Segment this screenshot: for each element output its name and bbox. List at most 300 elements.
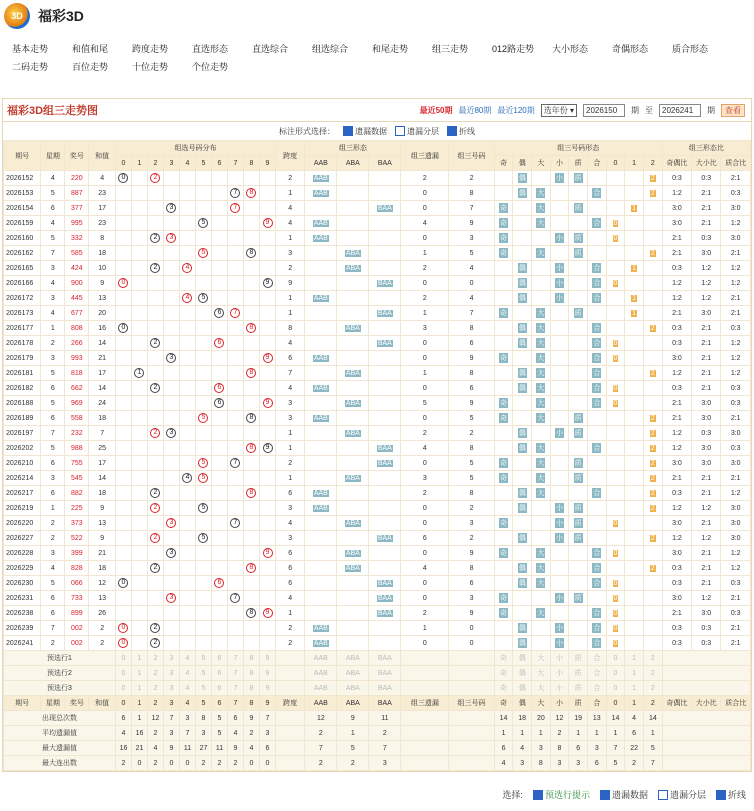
table-row bbox=[4, 591, 751, 606]
dist-hit: 7 bbox=[230, 308, 240, 318]
preselect-digit: 1 bbox=[131, 651, 147, 666]
form-cell bbox=[305, 171, 337, 186]
form-cell bbox=[305, 456, 337, 471]
shape-cell bbox=[569, 411, 588, 426]
footer-opt-preselect[interactable]: 预选行提示 bbox=[533, 788, 590, 801]
ratio-cell: 1:2 bbox=[721, 561, 751, 576]
span-cell: 1 bbox=[276, 306, 305, 321]
table-row bbox=[4, 471, 751, 486]
footer-opt-polyline[interactable]: 折线 bbox=[716, 788, 746, 801]
shape-cell bbox=[513, 306, 532, 321]
shape-cell bbox=[513, 171, 532, 186]
preselect-digit-cell bbox=[449, 681, 494, 696]
dist-cell bbox=[227, 546, 243, 561]
query-button[interactable]: 查看 bbox=[721, 104, 745, 117]
shape-mark: 偶 bbox=[518, 430, 526, 437]
digit-header: 4 bbox=[179, 156, 195, 171]
checkbox-icon[interactable] bbox=[716, 790, 726, 800]
dist-cell bbox=[227, 246, 243, 261]
opt-polyline[interactable]: 折线 bbox=[447, 126, 475, 137]
shape-cell bbox=[587, 336, 606, 351]
preselect-shape: 质 bbox=[569, 651, 588, 666]
stat-shape: 19 bbox=[569, 711, 588, 726]
table-row bbox=[4, 636, 751, 651]
shape-cell bbox=[513, 531, 532, 546]
ratio-cell: 0:3 bbox=[662, 381, 691, 396]
nav-item[interactable]: 质合形态 bbox=[672, 44, 709, 54]
footer-options bbox=[0, 784, 754, 804]
shape-mark: 合 bbox=[593, 295, 601, 302]
preselect-form: BAA bbox=[369, 681, 401, 696]
shape-mark: 偶 bbox=[518, 175, 526, 182]
shape-mark: 大 bbox=[537, 580, 545, 587]
period-cell: 2026217 bbox=[4, 486, 41, 501]
shape-cell bbox=[532, 276, 551, 291]
opt-miss-layer[interactable]: 遗漏分层 bbox=[395, 126, 439, 137]
shape-cell bbox=[569, 621, 588, 636]
miss-cell: 0 bbox=[401, 411, 449, 426]
ratio-cell: 1:2 bbox=[662, 276, 691, 291]
sum-cell: 14 bbox=[89, 471, 116, 486]
sum-cell: 23 bbox=[89, 186, 116, 201]
shape-cell bbox=[587, 351, 606, 366]
dist-cell bbox=[163, 381, 179, 396]
ratio-cell: 3:0 bbox=[721, 201, 751, 216]
ratio-cell: 3:0 bbox=[692, 306, 721, 321]
shape-cell bbox=[643, 576, 662, 591]
shape-cell bbox=[550, 261, 569, 276]
stat-ratio bbox=[662, 741, 750, 756]
shape-mark: 合 bbox=[593, 370, 601, 377]
nav-item[interactable]: 大小形态 bbox=[552, 44, 589, 54]
span-cell: 3 bbox=[276, 246, 305, 261]
preselect-ratio bbox=[662, 681, 750, 696]
shape-cell bbox=[550, 636, 569, 651]
stat-miss bbox=[401, 711, 449, 726]
dist-cell bbox=[147, 456, 163, 471]
shape-mark: 质 bbox=[574, 205, 582, 212]
dist-cell bbox=[227, 606, 243, 621]
nav-item[interactable]: 直选形态 bbox=[192, 44, 229, 54]
dist-cell bbox=[227, 636, 243, 651]
form-mark: AAB bbox=[313, 504, 328, 512]
dist-cell bbox=[131, 456, 147, 471]
shape-cell bbox=[587, 381, 606, 396]
dist-cell bbox=[259, 561, 275, 576]
shape-cell bbox=[550, 366, 569, 381]
dist-cell bbox=[131, 396, 147, 411]
stat-shape: 14 bbox=[643, 711, 662, 726]
shape-cell bbox=[494, 366, 513, 381]
ratio-cell: 0:3 bbox=[662, 321, 691, 336]
ratio-cell: 2:1 bbox=[692, 381, 721, 396]
shape-cell bbox=[625, 486, 644, 501]
ratio-cell: 0:3 bbox=[662, 171, 691, 186]
dist-cell bbox=[227, 306, 243, 321]
dist-cell bbox=[243, 216, 259, 231]
dist-cell bbox=[211, 201, 227, 216]
dist-hit: 2 bbox=[150, 503, 160, 513]
form-cell bbox=[369, 201, 401, 216]
dist-cell bbox=[147, 261, 163, 276]
ratio-cell: 1:2 bbox=[662, 426, 691, 441]
shape-cell bbox=[643, 561, 662, 576]
shape-cell bbox=[643, 396, 662, 411]
miss-cell: 2 bbox=[401, 426, 449, 441]
shape-mark: 0 bbox=[613, 579, 618, 587]
dist-hit: 4 bbox=[182, 263, 192, 273]
nav-item[interactable]: 直选综合 bbox=[252, 44, 289, 54]
shape-cell bbox=[513, 291, 532, 306]
shape-cell bbox=[643, 516, 662, 531]
form-cell bbox=[305, 186, 337, 201]
stat-shape: 3 bbox=[532, 741, 551, 756]
shape-cell bbox=[494, 396, 513, 411]
shape-mark: 合 bbox=[593, 280, 601, 287]
dist-hit: 6 bbox=[214, 383, 224, 393]
shape-header: 质 bbox=[569, 156, 588, 171]
digit-cell: 9 bbox=[449, 606, 494, 621]
shape-mark: 偶 bbox=[518, 265, 526, 272]
dist-cell bbox=[115, 486, 131, 501]
nav-item[interactable]: 基本走势 bbox=[12, 44, 49, 54]
digit-cell: 9 bbox=[449, 351, 494, 366]
shape-mark: 2 bbox=[650, 444, 655, 452]
dist-cell bbox=[115, 336, 131, 351]
shape-cell bbox=[625, 441, 644, 456]
shape-cell bbox=[532, 576, 551, 591]
nav-item[interactable]: 和尾走势 bbox=[372, 44, 409, 54]
digit-cell: 8 bbox=[449, 321, 494, 336]
stat-dist: 0 bbox=[131, 756, 147, 771]
miss-cell: 1 bbox=[401, 366, 449, 381]
miss-cell: 0 bbox=[401, 636, 449, 651]
preselect-digit: 3 bbox=[163, 681, 179, 696]
form-cell bbox=[337, 261, 369, 276]
shape-cell bbox=[513, 366, 532, 381]
dist-cell bbox=[195, 471, 211, 486]
shape-header: 小 bbox=[550, 156, 569, 171]
to-suffix: 期 bbox=[707, 105, 715, 115]
dist-cell bbox=[115, 216, 131, 231]
dist-cell bbox=[179, 576, 195, 591]
period-cell: 2026229 bbox=[4, 561, 41, 576]
ratio-cell: 2:1 bbox=[721, 591, 751, 606]
preselect-row[interactable] bbox=[4, 651, 751, 666]
ratio-cell: 1:2 bbox=[662, 441, 691, 456]
table-row bbox=[4, 486, 751, 501]
checkbox-icon[interactable] bbox=[600, 790, 610, 800]
dist-cell bbox=[259, 546, 275, 561]
from-input[interactable]: 2026150 bbox=[583, 104, 625, 117]
shape-mark: 大 bbox=[537, 415, 545, 422]
shape-mark: 2 bbox=[650, 369, 655, 377]
shape-header: 奇 bbox=[494, 156, 513, 171]
shape-cell bbox=[606, 576, 625, 591]
recent-80-link[interactable]: 最近80期 bbox=[458, 105, 492, 115]
ratio-cell: 1:2 bbox=[721, 276, 751, 291]
nav-item[interactable]: 012路走势 bbox=[492, 44, 535, 54]
dist-cell bbox=[147, 171, 163, 186]
shape-cell bbox=[587, 411, 606, 426]
stat-dist: 11 bbox=[179, 741, 195, 756]
form-cell bbox=[337, 231, 369, 246]
shape-mark: 奇 bbox=[500, 220, 508, 227]
shape-cell bbox=[550, 501, 569, 516]
checkbox-icon[interactable] bbox=[533, 790, 543, 800]
nav-item[interactable]: 奇偶形态 bbox=[612, 44, 649, 54]
col-weekday: 星期 bbox=[41, 696, 65, 711]
stat-shape: 4 bbox=[625, 711, 644, 726]
shape-cell bbox=[587, 501, 606, 516]
nav-item[interactable]: 百位走势 bbox=[72, 62, 109, 72]
shape-mark: 合 bbox=[593, 355, 601, 362]
digit-header: 3 bbox=[163, 156, 179, 171]
shape-cell bbox=[643, 171, 662, 186]
miss-cell: 0 bbox=[401, 381, 449, 396]
preselect-shape: 1 bbox=[625, 651, 644, 666]
shape-cell bbox=[550, 531, 569, 546]
dist-cell bbox=[243, 276, 259, 291]
shape-cell bbox=[625, 201, 644, 216]
weekday-cell: 1 bbox=[41, 501, 65, 516]
shape-cell bbox=[643, 441, 662, 456]
stat-dist: 1 bbox=[131, 711, 147, 726]
span-cell: 1 bbox=[276, 441, 305, 456]
preselect-shape: 奇 bbox=[494, 651, 513, 666]
digit-cell: 6 bbox=[449, 381, 494, 396]
dist-hit: 7 bbox=[230, 458, 240, 468]
shape-mark: 2 bbox=[650, 414, 655, 422]
dist-cell bbox=[195, 561, 211, 576]
shape-cell bbox=[532, 171, 551, 186]
table-row bbox=[4, 621, 751, 636]
stat-dist: 7 bbox=[163, 711, 179, 726]
dist-hit: 8 bbox=[246, 608, 256, 618]
form-cell bbox=[369, 576, 401, 591]
dist-cell bbox=[147, 531, 163, 546]
shape-cell bbox=[643, 231, 662, 246]
col-ratio: 组三形态比 bbox=[662, 141, 750, 156]
dist-cell bbox=[259, 471, 275, 486]
shape-cell bbox=[643, 336, 662, 351]
digit-cell: 2 bbox=[449, 171, 494, 186]
dist-cell bbox=[211, 381, 227, 396]
form-cell bbox=[305, 501, 337, 516]
preselect-row[interactable] bbox=[4, 681, 751, 696]
form-cell bbox=[369, 336, 401, 351]
form-mark: AAB bbox=[313, 174, 328, 182]
shape-mark: 奇 bbox=[500, 520, 508, 527]
digit-cell: 4 bbox=[449, 291, 494, 306]
col-dist: 组选号码分布 bbox=[115, 141, 275, 156]
ratio-cell: 3:0 bbox=[692, 441, 721, 456]
dist-hit: 6 bbox=[214, 398, 224, 408]
shape-mark: 偶 bbox=[518, 535, 526, 542]
digit-cell: 0 bbox=[449, 276, 494, 291]
ratio-cell: 0:3 bbox=[721, 321, 751, 336]
dist-cell bbox=[115, 276, 131, 291]
year-select[interactable]: 选年份 ▾ bbox=[541, 104, 577, 117]
weekday-cell: 6 bbox=[41, 201, 65, 216]
dist-cell bbox=[211, 336, 227, 351]
dist-cell bbox=[179, 171, 195, 186]
nav-item[interactable]: 组三走势 bbox=[432, 44, 469, 54]
dist-cell bbox=[243, 321, 259, 336]
dist-cell bbox=[115, 231, 131, 246]
nav-item[interactable]: 个位走势 bbox=[192, 62, 229, 72]
span-cell: 1 bbox=[276, 186, 305, 201]
preselect-digit: 3 bbox=[163, 666, 179, 681]
dist-cell bbox=[211, 321, 227, 336]
shape-header: 合 bbox=[587, 156, 606, 171]
dist-cell bbox=[195, 591, 211, 606]
checkbox-icon[interactable] bbox=[658, 790, 668, 800]
dist-cell bbox=[195, 276, 211, 291]
footer-opt-miss-data[interactable]: 遗漏数据 bbox=[600, 788, 648, 801]
ratio-cell: 1:2 bbox=[721, 336, 751, 351]
recent-120-link[interactable]: 最近120期 bbox=[497, 105, 535, 115]
miss-cell: 2 bbox=[401, 486, 449, 501]
preselect-shape: 偶 bbox=[513, 681, 532, 696]
shape-cell bbox=[494, 216, 513, 231]
form-cell bbox=[337, 636, 369, 651]
stat-miss bbox=[401, 726, 449, 741]
shape-mark: 奇 bbox=[500, 460, 508, 467]
shape-cell bbox=[625, 576, 644, 591]
sum-cell: 8 bbox=[89, 231, 116, 246]
shape-cell bbox=[625, 606, 644, 621]
dist-cell bbox=[195, 516, 211, 531]
shape-mark: 偶 bbox=[518, 490, 526, 497]
nav-item[interactable]: 和值和尾 bbox=[72, 44, 109, 54]
shape-cell bbox=[494, 456, 513, 471]
preselect-span bbox=[276, 666, 305, 681]
opt-miss-data[interactable]: 遗漏数据 bbox=[343, 126, 387, 137]
span-cell: 4 bbox=[276, 381, 305, 396]
shape-cell bbox=[532, 201, 551, 216]
nav-item[interactable]: 二码走势 bbox=[12, 62, 49, 72]
shape-mark: 0 bbox=[613, 279, 618, 287]
col-weekday: 星期 bbox=[41, 141, 65, 171]
dist-hit: 6 bbox=[214, 308, 224, 318]
to-input[interactable]: 2026241 bbox=[659, 104, 701, 117]
shape-cell bbox=[643, 276, 662, 291]
form-cell bbox=[305, 546, 337, 561]
preselect-row[interactable] bbox=[4, 666, 751, 681]
shape-cell bbox=[643, 486, 662, 501]
form-cell bbox=[369, 501, 401, 516]
span-cell: 4 bbox=[276, 336, 305, 351]
digit-cell: 8 bbox=[449, 366, 494, 381]
checkbox-icon[interactable] bbox=[343, 126, 353, 136]
shape-cell bbox=[587, 171, 606, 186]
dist-cell bbox=[179, 246, 195, 261]
form-cell bbox=[305, 261, 337, 276]
preselect-shape: 0 bbox=[606, 666, 625, 681]
ratio-cell: 0:3 bbox=[662, 636, 691, 651]
shape-header: 2 bbox=[643, 156, 662, 171]
shape-mark: 小 bbox=[556, 625, 563, 632]
digit-cell: 5 bbox=[449, 456, 494, 471]
period-cell: 2026165 bbox=[4, 261, 41, 276]
shape-mark: 小 bbox=[556, 505, 563, 512]
stat-dist: 2 bbox=[211, 756, 227, 771]
shape-cell bbox=[643, 411, 662, 426]
shape-cell bbox=[643, 501, 662, 516]
dist-cell bbox=[227, 366, 243, 381]
form-cell bbox=[305, 321, 337, 336]
form-cell bbox=[337, 396, 369, 411]
dist-cell bbox=[147, 291, 163, 306]
miss-cell: 4 bbox=[401, 561, 449, 576]
period-cell: 2026152 bbox=[4, 171, 41, 186]
dist-cell bbox=[195, 486, 211, 501]
shape-cell bbox=[532, 441, 551, 456]
shape-cell bbox=[625, 381, 644, 396]
footer-opt-miss-layer[interactable]: 遗漏分层 bbox=[658, 788, 706, 801]
form-cell bbox=[337, 546, 369, 561]
dist-cell bbox=[179, 561, 195, 576]
table-row bbox=[4, 201, 751, 216]
nav-item[interactable]: 跨度走势 bbox=[132, 44, 169, 54]
shape-cell bbox=[532, 606, 551, 621]
form-cell bbox=[337, 441, 369, 456]
span-cell: 3 bbox=[276, 501, 305, 516]
dist-cell bbox=[147, 321, 163, 336]
sum-cell: 21 bbox=[89, 351, 116, 366]
checkbox-icon[interactable] bbox=[395, 126, 405, 136]
span-cell: 9 bbox=[276, 276, 305, 291]
shape-cell bbox=[625, 426, 644, 441]
preselect-shape: 小 bbox=[550, 681, 569, 696]
miss-cell: 0 bbox=[401, 186, 449, 201]
shape-cell bbox=[550, 231, 569, 246]
stat-shape: 3 bbox=[569, 756, 588, 771]
dist-cell bbox=[195, 246, 211, 261]
period-cell: 2026188 bbox=[4, 396, 41, 411]
sum-cell: 18 bbox=[89, 561, 116, 576]
recent-50-link[interactable]: 最近50期 bbox=[419, 105, 453, 115]
shape-cell bbox=[494, 306, 513, 321]
form-cell bbox=[337, 456, 369, 471]
checkbox-icon[interactable] bbox=[447, 126, 457, 136]
nav-item[interactable]: 十位走势 bbox=[132, 62, 169, 72]
preselect-digit: 7 bbox=[227, 681, 243, 696]
ratio-cell: 0:3 bbox=[721, 381, 751, 396]
shape-cell bbox=[494, 351, 513, 366]
miss-cell: 1 bbox=[401, 621, 449, 636]
shape-cell bbox=[550, 471, 569, 486]
dist-cell bbox=[259, 351, 275, 366]
dist-hit: 9 bbox=[263, 548, 273, 558]
ratio-cell: 2:1 bbox=[692, 576, 721, 591]
preselect-shape: 奇 bbox=[494, 681, 513, 696]
stat-label: 出现总次数 bbox=[4, 711, 116, 726]
nav-item[interactable]: 组选综合 bbox=[312, 44, 349, 54]
miss-cell: 0 bbox=[401, 351, 449, 366]
stat-dist: 11 bbox=[211, 741, 227, 756]
dist-hit: 5 bbox=[198, 503, 208, 513]
form-cell bbox=[337, 501, 369, 516]
ratio-cell: 1:2 bbox=[692, 261, 721, 276]
dist-cell bbox=[243, 426, 259, 441]
form-cell bbox=[369, 246, 401, 261]
miss-cell: 2 bbox=[401, 261, 449, 276]
shape-cell bbox=[569, 186, 588, 201]
form-cell bbox=[369, 291, 401, 306]
shape-mark: 合 bbox=[593, 400, 601, 407]
